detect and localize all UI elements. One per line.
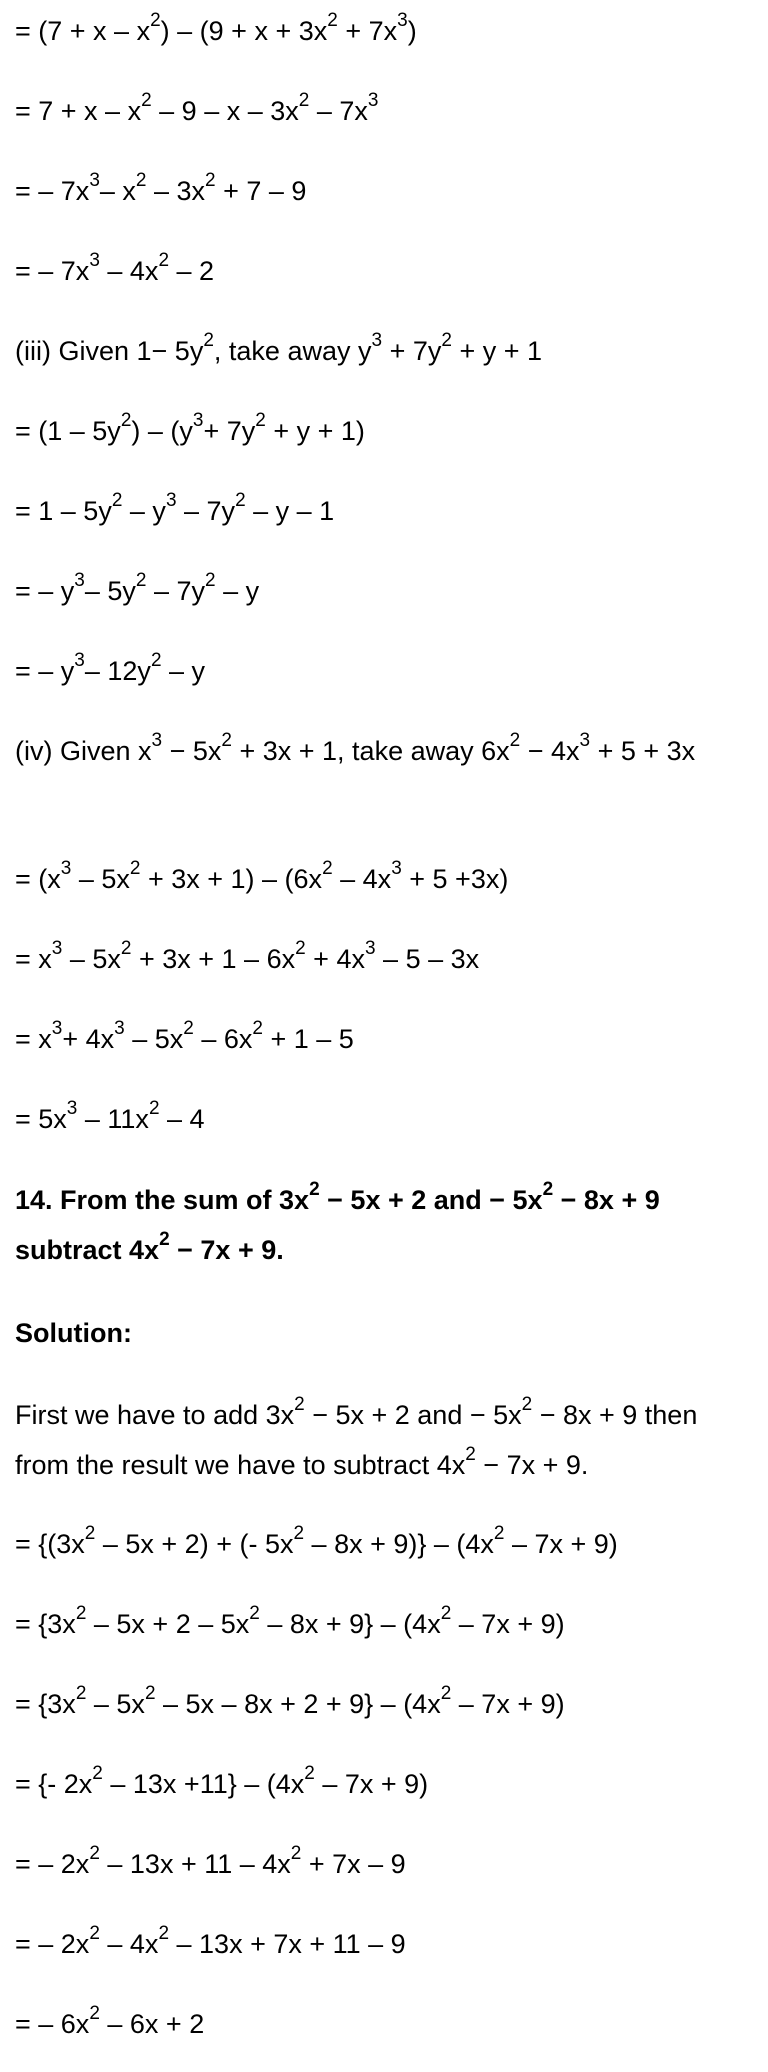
math-text: = – 7x [15,176,90,206]
equation-line [15,1603,565,1641]
exponent: 2 [75,1683,87,1704]
exponent: 2 [294,1394,305,1415]
math-text: = {- 2x [15,1769,93,1799]
math-text: − 8x + 9 subtract 4x [15,1185,660,1265]
exponent: 2 [92,1763,103,1784]
math-text: – 7x + 9) [504,1529,618,1559]
exponent: 2 [465,1444,476,1465]
math-text: + y + 1 [451,336,542,366]
math-text: = – y [15,576,75,606]
exponent: 2 [493,1523,505,1544]
equation-line [15,250,215,288]
exponent: 2 [441,330,452,351]
math-text: – 7x [309,96,368,126]
math-text: + 7 – 9 [215,176,307,206]
math-text: – 13x + 7x + 11 – 9 [169,1929,406,1959]
exponent: 3 [391,858,402,879]
math-text: = – y [15,656,75,686]
math-text: ) – (9 + x + 3x [160,16,328,46]
exponent: 2 [150,650,162,671]
exponent: 2 [290,1843,302,1864]
math-text: – 5x [62,944,121,974]
math-text: – 7x + 9) [451,1609,565,1639]
equation-line [15,410,365,448]
exponent: 2 [120,938,132,959]
math-text: + 1 – 5 [262,1024,354,1054]
math-text: – 5x + 2 – 5x [86,1609,250,1639]
exponent: 2 [322,858,333,879]
exponent: 3 [74,570,85,591]
exponent: 2 [304,1763,315,1784]
exponent: 2 [309,1179,320,1200]
math-text: = (x [15,864,61,894]
equation-line [15,1843,406,1881]
math-text: – 4 [159,1104,205,1134]
math-text: – 4x [99,1929,159,1959]
exponent: 2 [75,1603,87,1624]
math-text: – 8x + 9)} – (4x [304,1529,494,1559]
math-text: – 13x + 11 – 4x [99,1849,291,1879]
math-text: = x [15,1024,52,1054]
exponent: 2 [141,90,152,111]
math-text: – 5 – 3x [375,944,480,974]
solution-label [15,1316,132,1350]
exponent: 2 [135,570,147,591]
exponent: 3 [74,650,85,671]
math-text: (iv) Given x [15,736,152,766]
exponent: 3 [114,1018,125,1039]
math-text: – y [215,576,260,606]
equation-line [15,650,206,688]
exponent: 3 [51,938,63,959]
part-iii-question [15,330,542,368]
math-text: = {(3x [15,1529,85,1559]
exponent: 3 [151,730,163,751]
math-text: − 4x [520,736,580,766]
math-text: + y + 1) [265,416,365,446]
exponent: 2 [150,10,161,31]
math-text: + 7x [337,16,398,46]
exponent: 2 [84,1523,96,1544]
math-text: – 7x + 9) [451,1689,565,1719]
exponent: 3 [60,858,72,879]
math-text: + 3x + 1 – 6x [131,944,296,974]
equation-line [15,1923,406,1961]
math-text: − 7x + 9. [169,1235,284,1265]
exponent: 2 [89,1923,100,1944]
math-text: − 5x + 2 and − 5x [304,1400,522,1430]
math-text: + 7y [382,336,442,366]
math-text: = – 2x [15,1929,90,1959]
exponent: 2 [295,938,306,959]
exponent: 3 [66,1098,78,1119]
exponent: 2 [440,1603,452,1624]
math-text: – 2 [169,256,215,286]
exponent: 2 [129,858,141,879]
math-text: – 5x [86,1689,145,1719]
math-text: − 5x + 2 and − 5x [319,1185,543,1215]
exponent: 3 [371,330,383,351]
math-text: = x [15,944,52,974]
equation-line [15,170,307,208]
exponent: 2 [89,2003,100,2024]
exponent: 3 [367,90,379,111]
math-text: – 13x +11} – (4x [102,1769,305,1799]
exponent: 2 [221,730,232,751]
math-text: − 8x + 9 then from the result we have to subtract 4x [15,1400,698,1480]
math-text: = 1 – 5y [15,496,112,526]
math-text: – x [99,176,136,206]
exponent: 3 [579,730,591,751]
math-text: – 5x – 8x + 2 + 9} – (4x [155,1689,441,1719]
math-text: – 5x + 2) + (- 5x [95,1529,294,1559]
math-text: – y [122,496,166,526]
exponent: 2 [255,410,266,431]
equation-line [15,90,379,128]
exponent: 3 [89,170,100,191]
math-text: 14. From the sum of 3x [15,1185,310,1215]
exponent: 2 [158,1923,170,1944]
math-text: + 4x [305,944,365,974]
math-text: – 7y [146,576,206,606]
math-text: − 5x [162,736,222,766]
math-text: , take away y [213,336,372,366]
part-iv-question [15,726,755,776]
math-text: = (7 + x – x [15,16,151,46]
math-text: + 3x + 1) – (6x [140,864,323,894]
math-text: + 5 + 3x [590,736,696,766]
exponent: 2 [542,1179,554,1200]
math-text: + 7y [203,416,256,446]
math-text: – 5x [71,864,130,894]
exponent: 3 [397,10,408,31]
exponent: 2 [521,1394,533,1415]
math-text: (iii) Given 1− 5y [15,336,204,366]
exponent: 2 [205,570,216,591]
exponent: 2 [120,410,132,431]
math-text: – 9 – x – 3x [151,96,299,126]
exponent: 2 [327,10,338,31]
exponent: 3 [165,490,177,511]
equation-line [15,1683,565,1721]
exponent: 2 [159,1229,170,1250]
math-text: – 6x [193,1024,253,1054]
math-text: – 4x [99,256,159,286]
math-text: – 5x [124,1024,184,1054]
math-text: = {3x [15,1609,76,1639]
math-text: ) [407,16,417,46]
math-text: – y – 1 [245,496,335,526]
equation-line [15,2003,205,2041]
exponent: 2 [440,1683,452,1704]
math-text: – 7y [176,496,236,526]
math-text: – 5y [84,576,136,606]
math-text: – 6x + 2 [99,2009,205,2039]
math-text: = 5x [15,1104,67,1134]
math-text: + 5 +3x) [401,864,509,894]
math-text: – 8x + 9} – (4x [259,1609,441,1639]
exponent: 2 [148,1098,160,1119]
math-text: = {3x [15,1689,76,1719]
equation-line [15,1523,618,1561]
exponent: 2 [293,1523,305,1544]
exponent: 3 [51,1018,63,1039]
math-text: – 12y [84,656,151,686]
equation-line [15,1018,354,1056]
math-text: + 4x [62,1024,115,1054]
exponent: 2 [111,490,123,511]
equation-line [15,1098,205,1136]
exponent: 2 [205,170,216,191]
math-text: = (1 – 5y [15,416,121,446]
math-text: + 7x – 9 [301,1849,406,1879]
exponent: 2 [135,170,147,191]
equation-line [15,10,417,48]
equation-line [15,858,509,896]
exponent: 2 [89,1843,100,1864]
exponent: 2 [509,730,521,751]
math-text: – 4x [332,864,392,894]
math-text: ) – (y [131,416,193,446]
exponent: 2 [249,1603,260,1624]
exponent: 2 [252,1018,263,1039]
math-text: – y [161,656,206,686]
equation-line [15,1763,429,1801]
math-text: = – 2x [15,1849,90,1879]
exponent: 3 [89,250,100,271]
equation-line [15,490,335,528]
exponent: 2 [235,490,246,511]
question-14-heading [15,1175,755,1275]
exponent: 2 [183,1018,194,1039]
math-text: = – 7x [15,256,90,286]
math-text: – 7x + 9) [314,1769,429,1799]
equation-line [15,938,480,976]
math-text: First we have to add 3x [15,1400,295,1430]
math-text: Solution: [15,1318,132,1348]
exponent: 3 [192,410,204,431]
exponent: 2 [203,330,214,351]
math-text: + 3x + 1, take away 6x [231,736,510,766]
equation-line [15,570,260,608]
solution-intro-text [15,1390,755,1490]
math-text: – 3x [146,176,206,206]
math-text: = 7 + x – x [15,96,142,126]
exponent: 2 [158,250,170,271]
exponent: 2 [144,1683,156,1704]
math-text: − 7x + 9. [475,1450,589,1480]
exponent: 2 [298,90,310,111]
math-text: – 11x [77,1104,149,1134]
math-text: = – 6x [15,2009,90,2039]
exponent: 3 [364,938,376,959]
